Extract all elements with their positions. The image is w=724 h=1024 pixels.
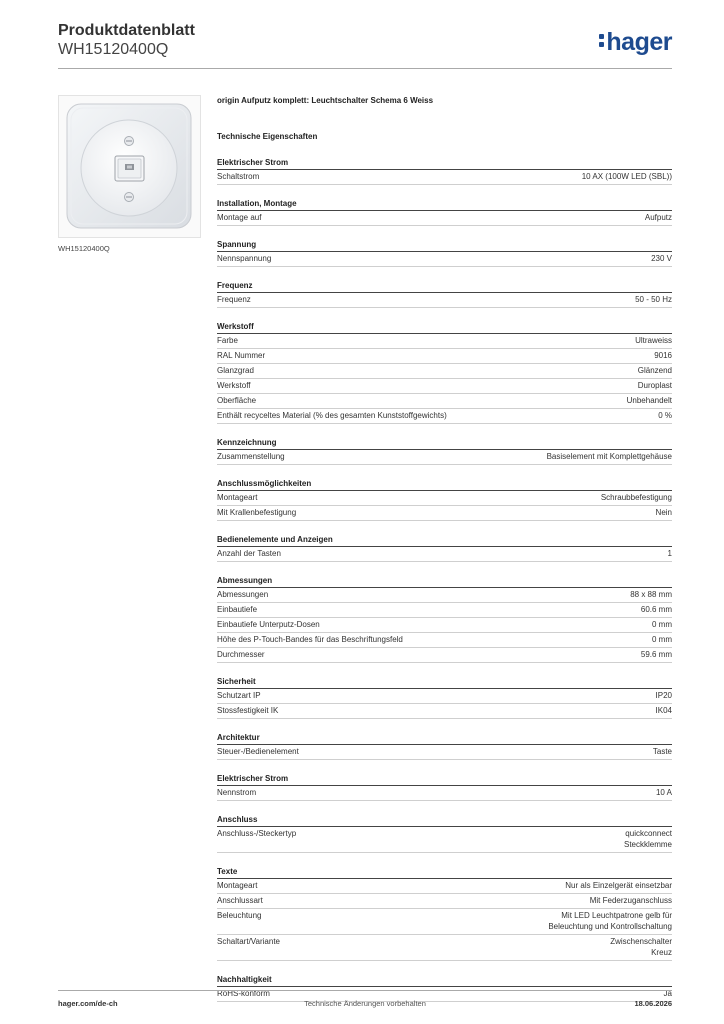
spec-value: Ja xyxy=(663,989,672,998)
spec-value: Mit Federzuganschluss xyxy=(589,896,672,905)
spec-label: Farbe xyxy=(217,336,238,345)
spec-row xyxy=(217,909,672,935)
footer-date: 18.06.2026 xyxy=(634,999,672,1008)
spec-value: IP20 xyxy=(655,691,672,700)
spec-label: Schaltart/Variante xyxy=(217,937,280,946)
product-description: origin Aufputz komplett: Leuchtschalter Schema 6 Weiss xyxy=(217,96,434,105)
spec-value: Aufputz xyxy=(644,213,672,222)
product-image xyxy=(58,95,201,238)
spec-group-title: Elektrischer Strom xyxy=(217,157,672,170)
spec-row xyxy=(217,506,672,521)
spec-row xyxy=(217,211,672,226)
spec-value: 9016 xyxy=(654,351,672,360)
spec-group xyxy=(217,773,672,801)
spec-group xyxy=(217,814,672,853)
spec-value: Mit LED Leuchtpatrone gelb für Beleuchtung und Kontrollschaltung xyxy=(548,911,672,931)
spec-group xyxy=(217,157,672,185)
spec-row xyxy=(217,827,672,853)
section-title: Technische Eigenschaften xyxy=(217,132,318,141)
spec-row xyxy=(217,648,672,663)
spec-label: Beleuchtung xyxy=(217,911,262,920)
spec-group xyxy=(217,676,672,719)
spec-group-title: Frequenz xyxy=(217,280,672,293)
spec-row xyxy=(217,618,672,633)
spec-group-title: Anschluss xyxy=(217,814,672,827)
spec-row xyxy=(217,704,672,719)
spec-label: Anschluss-/Steckertyp xyxy=(217,829,297,838)
spec-label: Höhe des P-Touch-Bandes für das Beschriftungsfeld xyxy=(217,635,403,644)
spec-label: Einbautiefe xyxy=(217,605,258,614)
spec-group xyxy=(217,732,672,760)
spec-groups xyxy=(217,157,672,1002)
page-title: Produktdatenblatt xyxy=(58,22,195,39)
spec-value: 88 x 88 mm xyxy=(630,590,672,599)
spec-label: Mit Krallenbefestigung xyxy=(217,508,297,517)
spec-group-title: Nachhaltigkeit xyxy=(217,974,672,987)
spec-group xyxy=(217,239,672,267)
spec-value: Schraubbefestigung xyxy=(600,493,672,502)
header-divider xyxy=(58,68,672,69)
spec-label: Glanzgrad xyxy=(217,366,254,375)
spec-label: Schaltstrom xyxy=(217,172,260,181)
spec-row xyxy=(217,633,672,648)
spec-group-title: Architektur xyxy=(217,732,672,745)
spec-group xyxy=(217,478,672,521)
spec-label: Anzahl der Tasten xyxy=(217,549,281,558)
spec-group xyxy=(217,198,672,226)
switch-illustration-icon xyxy=(59,96,200,237)
footer-notice: Technische Änderungen vorbehalten xyxy=(304,999,426,1008)
spec-group xyxy=(217,575,672,663)
spec-group-title: Spannung xyxy=(217,239,672,252)
spec-label: Enthält recyceltes Material (% des gesamten Kunststoffgewichts) xyxy=(217,411,447,420)
spec-row xyxy=(217,603,672,618)
spec-group-title: Elektrischer Strom xyxy=(217,773,672,786)
product-code: WH15120400Q xyxy=(58,41,169,58)
spec-value: Nur als Einzelgerät einsetzbar xyxy=(565,881,672,890)
spec-content xyxy=(217,95,672,1002)
spec-row xyxy=(217,394,672,409)
spec-row xyxy=(217,364,672,379)
spec-group-title: Anschlussmöglichkeiten xyxy=(217,478,672,491)
spec-label: Anschlussart xyxy=(217,896,263,905)
spec-group-title: Bedienelemente und Anzeigen xyxy=(217,534,672,547)
spec-row xyxy=(217,786,672,801)
logo-text: hager xyxy=(606,28,672,56)
spec-value: IK04 xyxy=(655,706,672,715)
spec-row xyxy=(217,491,672,506)
spec-value: Nein xyxy=(655,508,672,517)
spec-row xyxy=(217,409,672,424)
spec-row xyxy=(217,379,672,394)
spec-value: 60.6 mm xyxy=(640,605,672,614)
spec-value: Glänzend xyxy=(637,366,672,375)
spec-value: 0 mm xyxy=(652,635,672,644)
spec-group xyxy=(217,321,672,424)
spec-row xyxy=(217,879,672,894)
spec-label: Oberfläche xyxy=(217,396,257,405)
spec-group-title: Werkstoff xyxy=(217,321,672,334)
spec-label: RoHS-konform xyxy=(217,989,270,998)
spec-group-title: Abmessungen xyxy=(217,575,672,588)
spec-row xyxy=(217,689,672,704)
page-footer xyxy=(58,990,672,1010)
spec-value: 230 V xyxy=(651,254,672,263)
spec-row xyxy=(217,170,672,185)
spec-group-title: Sicherheit xyxy=(217,676,672,689)
spec-label: Abmessungen xyxy=(217,590,269,599)
spec-row xyxy=(217,935,672,961)
spec-group xyxy=(217,280,672,308)
spec-label: Schutzart IP xyxy=(217,691,261,700)
spec-label: Montage auf xyxy=(217,213,262,222)
spec-row xyxy=(217,349,672,364)
spec-row xyxy=(217,745,672,760)
spec-row xyxy=(217,252,672,267)
spec-value: 50 - 50 Hz xyxy=(635,295,672,304)
spec-label: Nennstrom xyxy=(217,788,257,797)
spec-label: Nennspannung xyxy=(217,254,272,263)
spec-value: Duroplast xyxy=(637,381,672,390)
spec-value: Taste xyxy=(652,747,672,756)
spec-value: quickconnect Steckklemme xyxy=(623,829,672,849)
spec-value: 10 A xyxy=(655,788,672,797)
spec-row xyxy=(217,334,672,349)
spec-value: 10 AX (100W LED (SBL)) xyxy=(581,172,672,181)
spec-label: Werkstoff xyxy=(217,381,251,390)
spec-value: 0 mm xyxy=(652,620,672,629)
spec-label: Durchmesser xyxy=(217,650,265,659)
spec-row xyxy=(217,894,672,909)
spec-value: Ultraweiss xyxy=(635,336,672,345)
spec-group-title: Texte xyxy=(217,866,672,879)
spec-value: 59.6 mm xyxy=(640,650,672,659)
spec-row xyxy=(217,547,672,562)
footer-website: hager.com/de-ch xyxy=(58,999,118,1008)
logo-dots-icon xyxy=(599,34,604,50)
spec-label: RAL Nummer xyxy=(217,351,266,360)
spec-value: Basiselement mit Komplettgehäuse xyxy=(546,452,672,461)
spec-label: Frequenz xyxy=(217,295,251,304)
spec-value: 0 % xyxy=(658,411,672,420)
spec-group xyxy=(217,866,672,961)
spec-value: Zwischenschalter Kreuz xyxy=(610,937,672,957)
page-header xyxy=(58,22,672,68)
spec-row xyxy=(217,588,672,603)
hager-logo xyxy=(599,28,672,57)
spec-group xyxy=(217,534,672,562)
spec-group-title: Kennzeichnung xyxy=(217,437,672,450)
image-caption: WH15120400Q xyxy=(58,244,110,253)
spec-group-title: Installation, Montage xyxy=(217,198,672,211)
spec-label: Steuer-/Bedienelement xyxy=(217,747,299,756)
spec-value: 1 xyxy=(667,549,672,558)
spec-label: Montageart xyxy=(217,881,258,890)
spec-value: Unbehandelt xyxy=(626,396,672,405)
spec-group xyxy=(217,437,672,465)
spec-row xyxy=(217,450,672,465)
spec-label: Einbautiefe Unterputz-Dosen xyxy=(217,620,320,629)
spec-label: Montageart xyxy=(217,493,258,502)
spec-label: Zusammenstellung xyxy=(217,452,285,461)
spec-label: Stossfestigkeit IK xyxy=(217,706,279,715)
spec-row xyxy=(217,293,672,308)
